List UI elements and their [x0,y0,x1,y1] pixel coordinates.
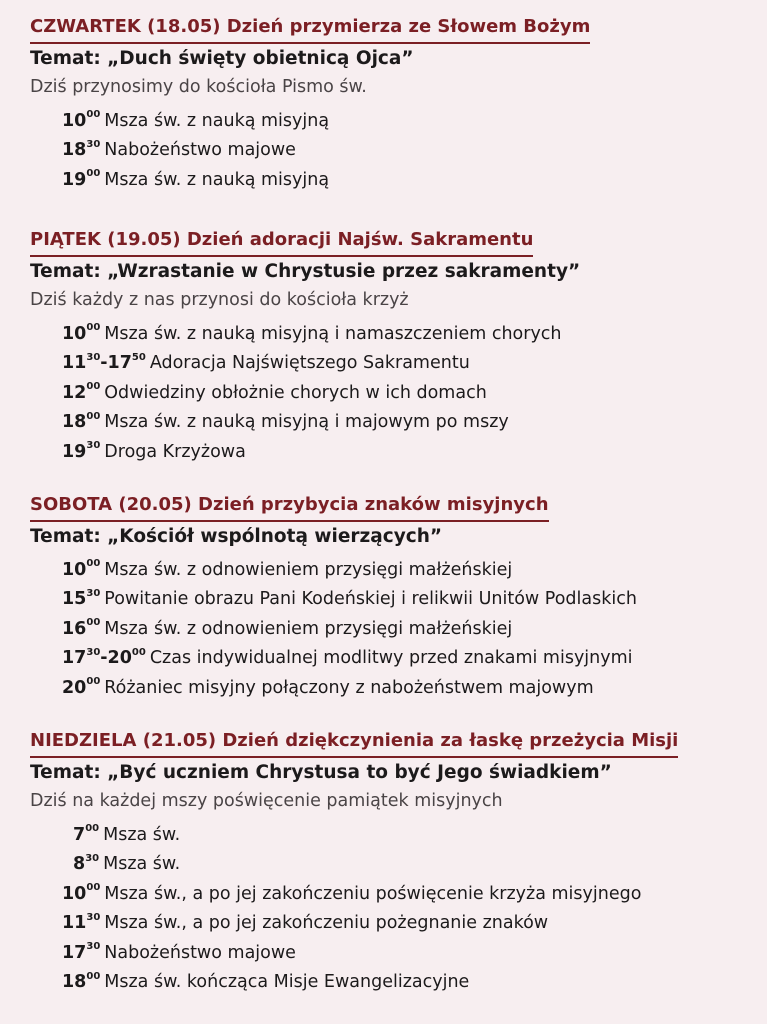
item-time: $10^{00}$ [62,322,101,344]
item-time: $15^{30}$ [62,587,101,610]
item-time: $17^{30}-20^{00}$ [62,646,146,669]
day-theme: Temat: „Wzrastanie w Chrystusie przez sakramenty” [30,261,581,282]
item-description: Msza św., a po jej zakończeniu pożegnanie znaków [104,913,549,934]
day-section-friday [0,225,767,463]
item-description: Msza św. [103,854,181,875]
day-theme: Temat: „Duch święty obietnicą Ojca” [30,48,414,69]
item-description: Nabożeństwo majowe [104,140,296,161]
item-time: $10^{00}$ [62,558,101,580]
item-description: Powitanie obrazu Pani Kodeńskiej i relikwii Unitów Podlaskich [104,589,637,610]
day-section-saturday [0,490,767,699]
schedule-item [62,161,767,191]
schedule-item [62,964,767,994]
day-theme: Temat: „Być uczniem Chrystusa to być Jego świadkiem” [30,762,612,783]
schedule-item [62,315,767,345]
item-description: Odwiedziny obłożnie chorych w ich domach [104,382,487,403]
item-description: Msza św. z nauką misyjną i majowym po mszy [104,412,509,433]
item-time: $18^{30}$ [62,138,101,161]
item-description: Msza św. [103,824,181,845]
item-time: $10^{00}$ [62,882,101,904]
schedule-item [62,669,767,699]
item-time: $10^{00}$ [62,109,101,131]
item-time: $16^{00}$ [62,617,101,639]
item-description: Droga Krzyżowa [104,441,246,462]
schedule-item [62,581,767,611]
item-description: Adoracja Najświętszego Sakramentu [149,353,470,374]
schedule-item [62,374,767,404]
day-section-thursday [0,12,767,191]
day-heading: NIEDZIELA (21.05) Dzień dziękczynienia za łaskę przeżycia Misji [30,726,678,758]
day-heading: CZWARTEK (18.05) Dzień przymierza ze Słowem Bożym [30,12,590,44]
item-description: Msza św. z nauką misyjną [104,169,330,190]
day-heading: SOBOTA (20.05) Dzień przybycia znaków misyjnych [30,490,549,522]
item-description: Msza św. z odnowieniem przysięgi małżeńskiej [104,559,513,580]
item-description: Msza św., a po jej zakończeniu poświęcenie krzyża misyjnego [104,883,642,904]
item-description: Msza św. z odnowieniem przysięgi małżeńskiej [104,618,513,639]
schedule-item [62,610,767,640]
day-theme: Temat: „Kościół wspólnotą wierzących” [30,526,443,547]
day-heading: PIĄTEK (19.05) Dzień adoracji Najśw. Sakramentu [30,225,533,257]
schedule-item [62,875,767,905]
schedule-item [62,640,767,670]
item-time: $12^{00}$ [62,381,101,403]
day-note: Dziś na każdej mszy poświęcenie pamiątek misyjnych [30,791,503,811]
day-note: Dziś przynosimy do kościoła Pismo św. [30,77,367,97]
schedule-item [62,551,767,581]
item-time: $18^{00}$ [62,970,101,993]
schedule-item [73,816,767,846]
item-description: Różaniec misyjny połączony z nabożeństwem majowym [104,677,594,698]
schedule-item [62,102,767,132]
day-note: Dziś każdy z nas przynosi do kościoła krzyż [30,290,409,310]
item-time: $19^{30}$ [62,440,101,462]
item-time: $8^{30}$ [73,852,100,875]
item-description: Czas indywidualnej modlitwy przed znakami misyjnymi [149,648,633,669]
item-time: $18^{00}$ [62,410,101,433]
day-section-sunday [0,726,767,993]
item-time: $20^{00}$ [62,676,101,698]
item-time: $17^{30}$ [62,941,101,963]
schedule-item [62,433,767,463]
item-time: $7^{00}$ [73,823,100,845]
item-time: $19^{00}$ [62,168,101,190]
item-description: Msza św. kończąca Misje Ewangelizacyjne [104,972,470,993]
schedule-item [62,934,767,964]
item-description: Msza św. z nauką misyjną [104,110,330,131]
schedule-item [62,905,767,935]
schedule-item [62,132,767,162]
item-time: $11^{30}$ [62,911,101,934]
schedule-item [62,404,767,434]
schedule-item [62,345,767,375]
item-description: Nabożeństwo majowe [104,942,296,963]
schedule-item [73,846,767,876]
item-description: Msza św. z nauką misyjną i namaszczeniem chorych [104,323,562,344]
item-time: $11^{30}-17^{50}$ [62,351,146,374]
